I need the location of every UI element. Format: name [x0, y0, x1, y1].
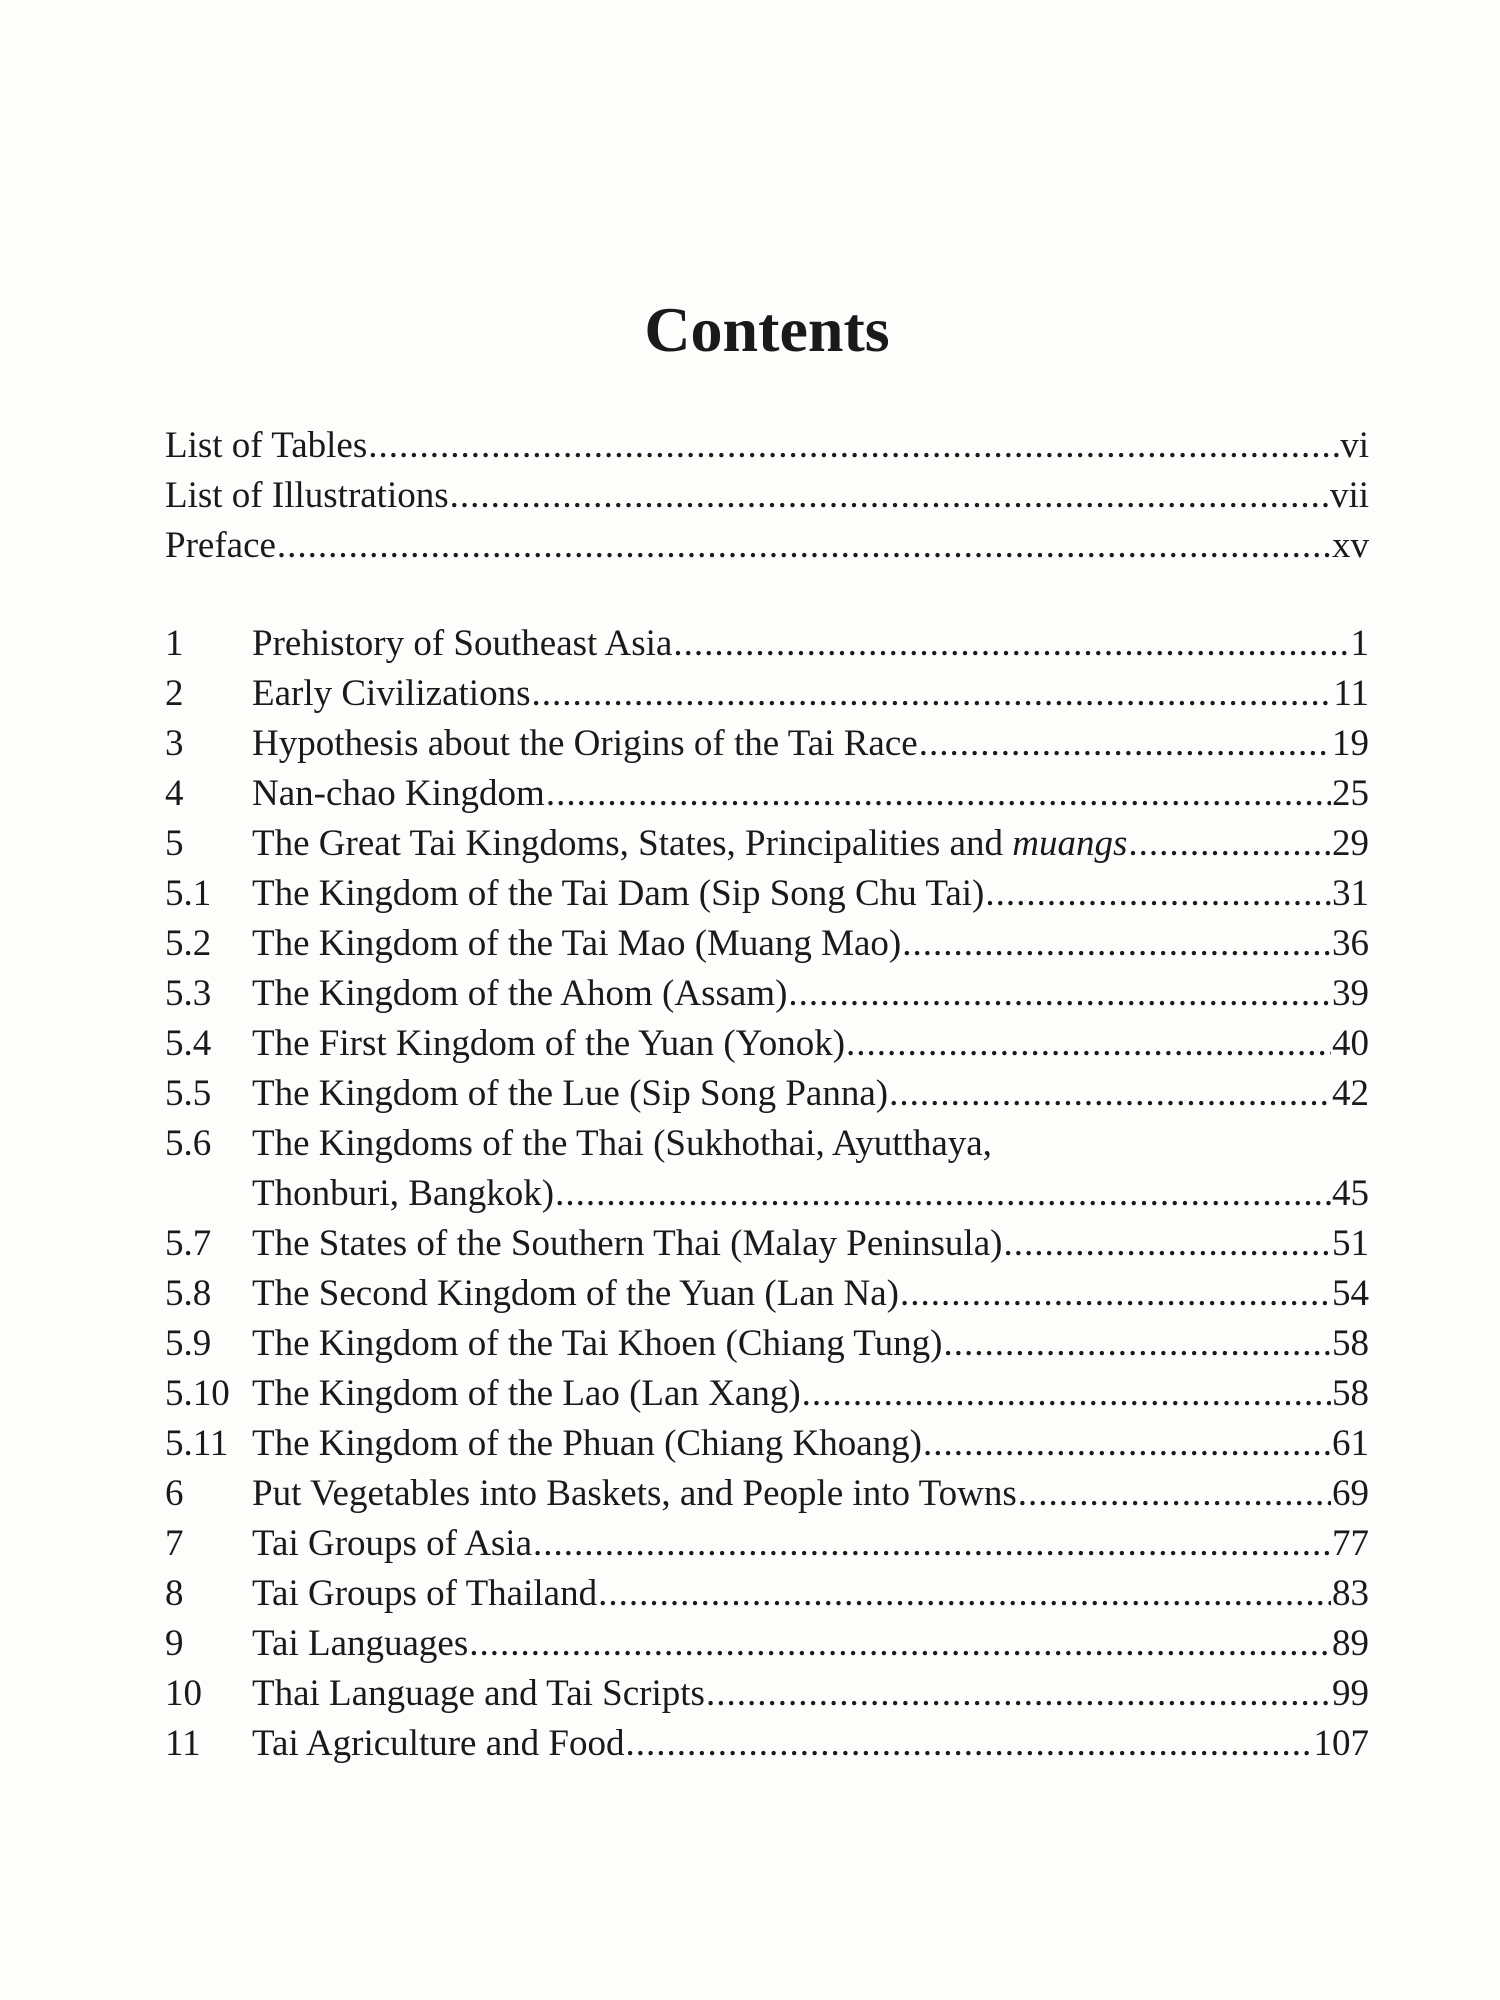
- entry-title: [252, 919, 901, 969]
- entry-title: [252, 819, 1127, 869]
- entry-title: [252, 669, 530, 719]
- entry-title-text: The First Kingdom of the Yuan (Yonok): [252, 1023, 846, 1064]
- dot-leader: [902, 919, 1331, 969]
- entry-title-text: Tai Agriculture and Food: [252, 1723, 625, 1764]
- toc-entry: [165, 1119, 1369, 1169]
- entry-number: 5.5: [165, 1073, 212, 1114]
- dot-leader: [900, 1269, 1331, 1319]
- entry-title-text: Thai Language and Tai Scripts: [252, 1673, 705, 1714]
- entry-page: 31: [1332, 873, 1369, 914]
- entry-title: [252, 1619, 468, 1669]
- entry-title: [252, 1719, 624, 1769]
- toc-entry: [165, 1269, 1369, 1319]
- entry-title-text: The Kingdom of the Tai Mao (Muang Mao): [252, 923, 902, 964]
- dot-leader: [555, 1169, 1331, 1219]
- entry-page: 1: [1350, 623, 1369, 664]
- dot-leader: [1003, 1219, 1331, 1269]
- entry-number: 5.9: [165, 1323, 212, 1364]
- dot-leader: [985, 869, 1331, 919]
- entry-title: [252, 769, 545, 819]
- entry-page: 45: [1332, 1173, 1369, 1214]
- entry-title-text: The Kingdom of the Tai Khoen (Chiang Tung): [252, 1323, 943, 1364]
- entry-title: [252, 869, 984, 919]
- entry-page: 58: [1332, 1373, 1369, 1414]
- entry-title: List of Illustrations: [165, 475, 449, 516]
- entry-title-text: Nan-chao Kingdom: [252, 773, 545, 814]
- entry-title: [252, 1419, 922, 1469]
- entry-page: 89: [1332, 1623, 1369, 1664]
- entry-page: 39: [1332, 973, 1369, 1014]
- entry-title-text: Tai Languages: [252, 1623, 469, 1664]
- dot-leader: [802, 1369, 1331, 1419]
- entry-title: [252, 1369, 801, 1419]
- entry-title: [252, 1519, 532, 1569]
- dot-leader: [531, 669, 1332, 719]
- entry-title: [252, 719, 918, 769]
- dot-leader: [923, 1419, 1331, 1469]
- entry-title: List of Tables: [165, 425, 368, 466]
- toc-entry: [165, 1669, 1369, 1719]
- entry-title: [252, 1269, 899, 1319]
- dot-leader: [919, 719, 1331, 769]
- entry-title: The Kingdoms of the Thai (Sukhothai, Ayutthaya,: [252, 1123, 992, 1164]
- toc-entry: [165, 1319, 1369, 1369]
- entry-number: 5.2: [165, 923, 212, 964]
- entry-page: 42: [1332, 1073, 1369, 1114]
- entry-number: 2: [165, 673, 184, 714]
- dot-leader: [673, 619, 1349, 669]
- entry-page: 77: [1332, 1523, 1369, 1564]
- entry-page: 29: [1332, 823, 1369, 864]
- entry-number: 5.6: [165, 1123, 212, 1164]
- chapter-list: [165, 619, 1369, 1769]
- entry-page: 19: [1332, 723, 1369, 764]
- dot-leader: [450, 471, 1329, 521]
- toc-entry: [165, 1719, 1369, 1769]
- entry-page: vi: [1340, 425, 1369, 466]
- entry-title-text: The Kingdom of the Phuan (Chiang Khoang): [252, 1423, 922, 1464]
- entry-title: Preface: [165, 525, 276, 566]
- entry-title-text: The Kingdom of the Lao (Lan Xang): [252, 1373, 801, 1414]
- entry-number: 5.10: [165, 1373, 230, 1414]
- toc-entry: [165, 769, 1369, 819]
- dot-leader: [469, 1619, 1331, 1669]
- entry-title: [252, 969, 787, 1019]
- entry-number: 1: [165, 623, 184, 664]
- dot-leader: [625, 1719, 1312, 1769]
- dot-leader: [846, 1019, 1331, 1069]
- entry-title-text: Hypothesis about the Origins of the Tai Race: [252, 723, 918, 764]
- entry-title-text: The Second Kingdom of the Yuan (Lan Na): [252, 1273, 899, 1314]
- entry-page: 58: [1332, 1323, 1369, 1364]
- toc-entry: [165, 669, 1369, 719]
- entry-number: 5: [165, 823, 184, 864]
- entry-page: 61: [1332, 1423, 1369, 1464]
- entry-number: 11: [165, 1723, 201, 1764]
- toc-entry: [165, 719, 1369, 769]
- toc-entry: [165, 1219, 1369, 1269]
- entry-title-italic: muangs: [1012, 823, 1128, 864]
- entry-page: xv: [1332, 525, 1369, 566]
- entry-title-text: Early Civilizations: [252, 673, 531, 714]
- entry-number: 5.4: [165, 1023, 212, 1064]
- toc-entry: [165, 1019, 1369, 1069]
- entry-page: 11: [1333, 673, 1369, 714]
- entry-title-text: The States of the Southern Thai (Malay Peninsula): [252, 1223, 1003, 1264]
- entry-number: 7: [165, 1523, 184, 1564]
- entry-page: 40: [1332, 1023, 1369, 1064]
- entry-number: 6: [165, 1473, 184, 1514]
- entry-number: 10: [165, 1673, 202, 1714]
- dot-leader: [533, 1519, 1331, 1569]
- entry-title: [252, 1069, 888, 1119]
- toc-entry: [165, 521, 1369, 571]
- dot-leader: [277, 521, 1331, 571]
- dot-leader: [788, 969, 1331, 1019]
- dot-leader: [598, 1569, 1331, 1619]
- entry-title-text: Prehistory of Southeast Asia: [252, 623, 673, 664]
- toc-entry: [165, 1369, 1369, 1419]
- entry-title-text: Put Vegetables into Baskets, and People into Towns: [252, 1473, 1017, 1514]
- entry-title-continued: Thonburi, Bangkok): [252, 1173, 555, 1214]
- entry-title-text: The Kingdom of the Lue (Sip Song Panna): [252, 1073, 889, 1114]
- dot-leader: [889, 1069, 1331, 1119]
- toc-entry: [165, 619, 1369, 669]
- toc-entry: [165, 421, 1369, 471]
- dot-leader: [1128, 819, 1331, 869]
- entry-page: 83: [1332, 1573, 1369, 1614]
- entry-title: [252, 1569, 597, 1619]
- entry-title-text: The Kingdom of the Tai Dam (Sip Song Chu Tai): [252, 873, 985, 914]
- entry-title-text: The Kingdom of the Ahom (Assam): [252, 973, 788, 1014]
- entry-page: 69: [1332, 1473, 1369, 1514]
- entry-page: 36: [1332, 923, 1369, 964]
- toc-entry: [165, 819, 1369, 869]
- toc-entry: [165, 1569, 1369, 1619]
- entry-number: 4: [165, 773, 184, 814]
- toc-entry-continuation: [165, 1169, 1369, 1219]
- toc-entry: [165, 471, 1369, 521]
- dot-leader: [943, 1319, 1331, 1369]
- entry-title-text: The Great Tai Kingdoms, States, Principalities and: [252, 823, 1013, 864]
- toc-entry: [165, 869, 1369, 919]
- dot-leader: [546, 769, 1331, 819]
- entry-title: [252, 1469, 1017, 1519]
- toc-entry: [165, 1619, 1369, 1669]
- entry-number: 5.8: [165, 1273, 212, 1314]
- dot-leader: [368, 421, 1339, 471]
- entry-title-text: Tai Groups of Thailand: [252, 1573, 598, 1614]
- page-title: Contents: [644, 293, 890, 365]
- dot-leader: [706, 1669, 1331, 1719]
- toc-entry: [165, 1419, 1369, 1469]
- entry-title: [252, 1219, 1002, 1269]
- entry-title-text: Tai Groups of Asia: [252, 1523, 533, 1564]
- entry-number: 9: [165, 1623, 184, 1664]
- entry-number: 8: [165, 1573, 184, 1614]
- toc-entry: [165, 1469, 1369, 1519]
- entry-number: 5.3: [165, 973, 212, 1014]
- entry-title: [252, 1019, 845, 1069]
- toc-entry: [165, 919, 1369, 969]
- front-matter-list: [165, 421, 1369, 571]
- dot-leader: [1018, 1469, 1331, 1519]
- entry-title: [252, 1669, 705, 1719]
- entry-number: 5.1: [165, 873, 212, 914]
- entry-page: 54: [1332, 1273, 1369, 1314]
- entry-number: 5.7: [165, 1223, 212, 1264]
- entry-page: 25: [1332, 773, 1369, 814]
- toc-entry: [165, 969, 1369, 1019]
- entry-title: [252, 619, 672, 669]
- entry-page: 51: [1332, 1223, 1369, 1264]
- entry-page: vii: [1329, 475, 1369, 516]
- entry-page: 99: [1332, 1673, 1369, 1714]
- entry-number: 3: [165, 723, 184, 764]
- entry-title: [252, 1319, 942, 1369]
- toc-entry: [165, 1069, 1369, 1119]
- entry-page: 107: [1313, 1723, 1369, 1764]
- toc-entry: [165, 1519, 1369, 1569]
- entry-number: 5.11: [165, 1423, 229, 1464]
